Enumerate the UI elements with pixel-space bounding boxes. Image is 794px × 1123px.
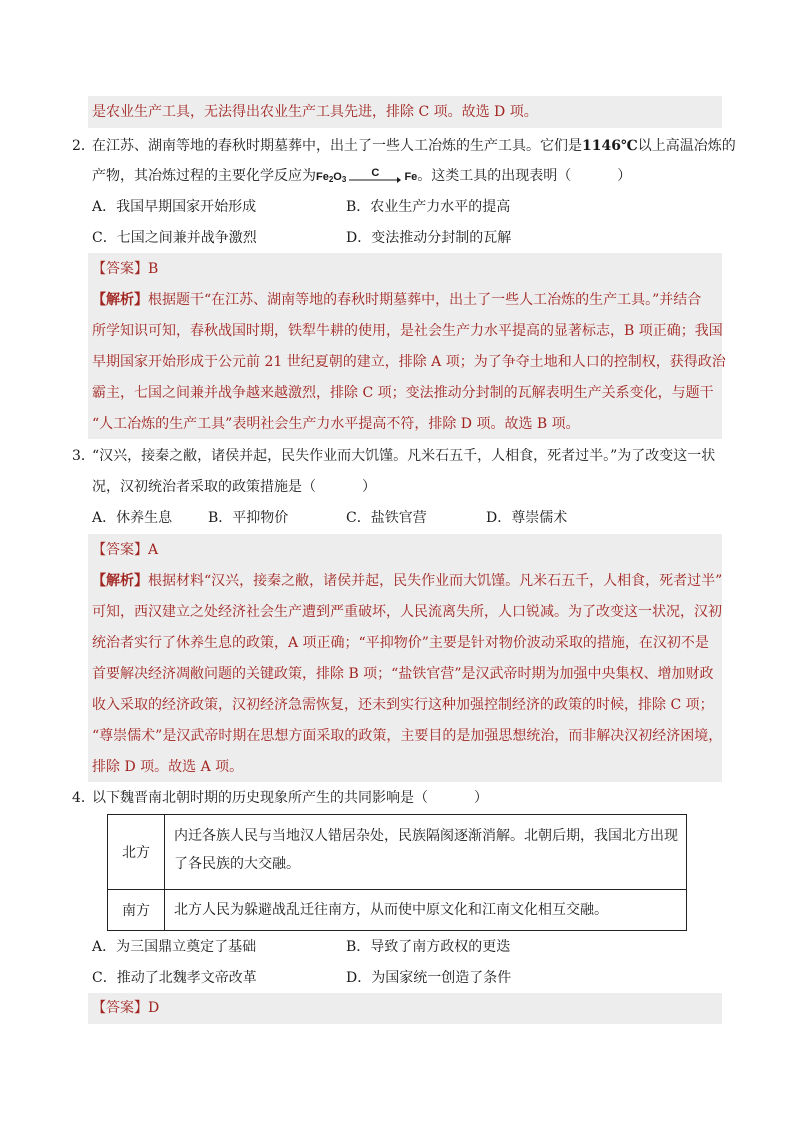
chemical-formula — [316, 167, 418, 184]
table-text-line: 北方人民为躲避战乱迁往南方，从而使中原文化和江南文化相互交融。 — [174, 902, 608, 918]
q4-option-b[interactable]: B．导致了南方政权的更迭 — [346, 939, 511, 955]
reaction-condition: C — [371, 167, 380, 180]
q2-option-b[interactable]: B．农业生产力水平的提高 — [346, 199, 511, 215]
q2-stem-text-b: 以上高温冶炼的 — [637, 138, 736, 154]
q4-option-a[interactable]: A．为三国鼎立奠定了基础 — [92, 939, 257, 955]
q3-option-d[interactable]: D．尊崇儒术 — [486, 510, 568, 526]
formula-oxygen: O — [333, 171, 342, 183]
table-text-south — [174, 896, 678, 924]
q2-stem-text-a: 在江苏、湖南等地的春秋时期墓葬中，出土了一些人工冶炼的生产工具。它们是 — [92, 138, 582, 154]
formula-subscript-1: 2 — [328, 175, 334, 184]
q3-analysis-line-6: “尊崇儒术”是汉武帝时期在思想方面采取的政策，主要目的是加强思想统治，而非解决汉初经济困境， — [92, 728, 723, 744]
answer-label: 【答案】 — [92, 542, 148, 558]
q4-answer — [92, 999, 159, 1017]
question-4-number: 4． — [72, 790, 95, 806]
formula-product: Fe — [404, 171, 418, 183]
question-3-stem-line2 — [92, 478, 376, 496]
analysis-text: 根据材料“汉兴，接秦之敝，诸侯并起，民失作业而大饥馑。凡米石五千，人相食，死者过半” — [148, 573, 723, 589]
q3-option-a[interactable]: A．休养生息 — [92, 510, 173, 526]
q4-answer-block — [88, 993, 722, 1024]
q2-analysis-line-5: “人工冶炼的生产工具”表明社会生产力水平提高不符，排除 D 项。故选 B 项。 — [92, 416, 580, 432]
q3-stem-close: ） — [362, 479, 376, 495]
q2-analysis-line-4: 霸主，七国之间兼并战争越来越激烈，排除 C 项；变法推动分封制的瓦解表明生产关系变化，与题干 — [92, 385, 714, 401]
formula-subscript-2: 3 — [341, 175, 347, 184]
question-3-stem-line1: “汉兴，接秦之敝，诸侯并起，民失作业而大饥馑。凡米石五千，人相食，死者过半。”为了改变这一状 — [92, 448, 716, 464]
answer-label: 【答案】 — [92, 261, 148, 277]
formula-reactant: Fe — [316, 171, 329, 183]
q2-temperature: 1146℃ — [582, 138, 638, 154]
question-2-number: 2． — [72, 138, 95, 154]
table-row-north — [108, 815, 686, 889]
q4-option-c[interactable]: C．推动了北魏孝文帝改革 — [92, 970, 257, 986]
q2-stem-close: ） — [617, 168, 632, 184]
answer-value: D — [148, 1000, 160, 1016]
analysis-label: 【解析】 — [92, 573, 148, 589]
q3-answer — [92, 541, 158, 559]
q3-analysis-line-5: 收入采取的经济政策，汉初经济急需恢复，还未到实行这种加强控制经济的政策的时候，排除 C 项； — [92, 697, 714, 713]
q3-analysis-line-3: 统治者实行了休养生息的政策，A 项正确；“平抑物价”主要是针对物价波动采取的措施，在汉初不是 — [92, 635, 709, 651]
q2-option-a[interactable]: A．我国早期国家开始形成 — [92, 199, 257, 215]
table-text-line: 了各民族的大交融。 — [174, 856, 300, 872]
q2-analysis-line-1 — [92, 291, 701, 309]
table-region-north: 北方 — [108, 815, 165, 889]
q2-analysis-line-3: 早期国家开始形成于公元前 21 世纪夏朝的建立，排除 A 项；为了争夺土地和人口的控制权，获得政治 — [92, 354, 726, 370]
question-2-stem-line1 — [92, 137, 736, 155]
table-text-line: 内迁各族人民与当地汉人错居杂处，民族隔阂逐渐消解。北朝后期，我国北方出现 — [174, 828, 678, 844]
q4-stem-close: ） — [474, 790, 488, 806]
q2-answer — [92, 260, 158, 278]
q3-analysis-line-1 — [92, 572, 722, 590]
analysis-label: 【解析】 — [92, 292, 148, 308]
q2-answer-block — [88, 253, 722, 439]
q2-analysis-line-2: 所学知识可知，春秋战国时期，铁犁牛耕的使用，是社会生产力水平提高的显著标志，B 项正确；我国 — [92, 323, 723, 339]
question-3-number: 3． — [72, 448, 95, 464]
table-row-south — [108, 889, 686, 930]
q2-option-d[interactable]: D．变法推动分封制的瓦解 — [346, 230, 512, 246]
explanation-tail: 是农业生产工具，无法得出农业生产工具先进，排除 C 项。故选 D 项。 — [92, 104, 538, 120]
question-2-stem-line2 — [92, 167, 631, 189]
q2-stem-text-c: 产物，其冶炼过程的主要化学反应为 — [92, 168, 316, 184]
table-region-south: 南方 — [108, 890, 165, 930]
reaction-arrow — [349, 168, 401, 186]
q2-option-c[interactable]: C．七国之间兼并战争激烈 — [92, 230, 257, 246]
question-4-stem — [92, 789, 488, 807]
q3-stem-text: 况，汉初统治者采取的政策措施是（ — [92, 479, 316, 495]
history-table — [107, 814, 687, 931]
q4-option-d[interactable]: D．为国家统一创造了条件 — [346, 970, 512, 986]
q3-analysis-line-7: 排除 D 项。故选 A 项。 — [92, 759, 244, 775]
table-text-north — [174, 822, 678, 878]
q3-option-c[interactable]: C．盐铁官营 — [346, 510, 427, 526]
q2-stem-text-d: 。这类工具的出现表明（ — [417, 168, 572, 184]
q4-stem-text: 以下魏晋南北朝时期的历史现象所产生的共同影响是（ — [92, 790, 428, 806]
answer-value: B — [148, 261, 159, 277]
arrow-icon — [349, 176, 401, 184]
q3-analysis-line-2: 可知，西汉建立之处经济社会生产遭到严重破坏，人民流离失所，人口锐减。为了改变这一状况，汉初 — [92, 604, 722, 620]
answer-value: A — [148, 542, 159, 558]
q3-option-b[interactable]: B．平抑物价 — [208, 510, 289, 526]
analysis-text: 根据题干“在江苏、湖南等地的春秋时期墓葬中，出土了一些人工冶炼的生产工具。”并结合 — [148, 292, 702, 308]
answer-label: 【答案】 — [92, 1000, 148, 1016]
q3-analysis-line-4: 首要解决经济凋敝问题的关键政策，排除 B 项；“盐铁官营”是汉武帝时期为加强中央集权、增加财政 — [92, 666, 714, 682]
